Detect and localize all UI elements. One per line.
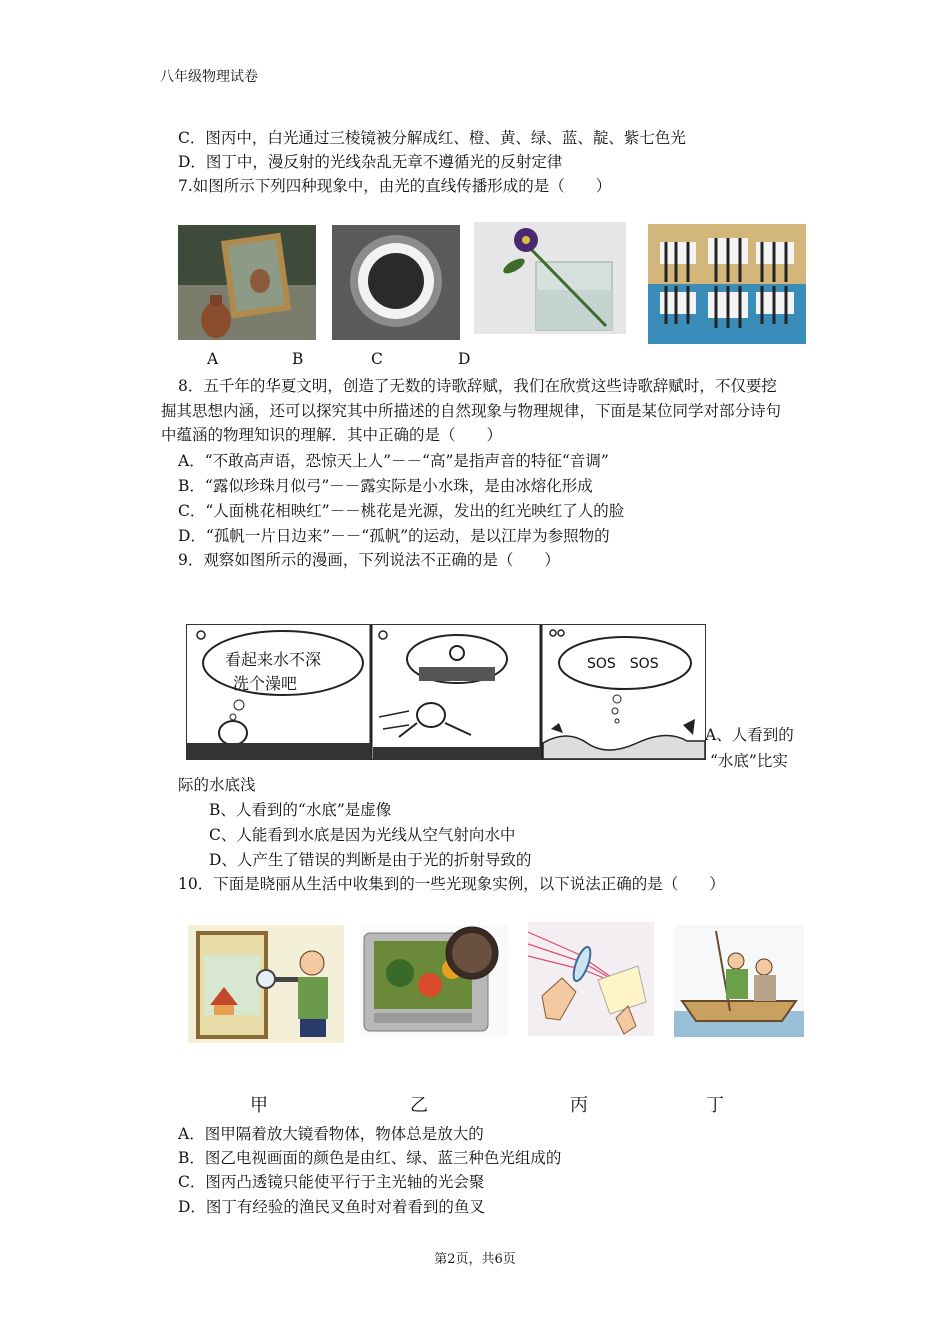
q9-stem: 9．观察如图所示的漫画，下列说法不正确的是（ ）	[178, 551, 560, 569]
q7-label-d: D	[458, 350, 471, 368]
q9-option-d: D、人产生了错误的判断是由于光的折射导致的	[209, 851, 532, 869]
q10-label-jia: 甲	[250, 1095, 268, 1116]
flower-in-water-photo	[474, 222, 626, 334]
q9-option-a-part1: A、人看到的	[705, 726, 794, 744]
q6-option-d: D．图丁中，漫反射的光线杂乱无章不遵循光的反射定律	[178, 153, 563, 171]
q8-stem-line3: 中蕴涵的物理知识的理解．其中正确的是（ ）	[161, 426, 503, 444]
q9-comic	[186, 624, 706, 760]
comic-bubble-text-2: 洗个澡吧	[233, 674, 298, 693]
q10-label-yi: 乙	[410, 1095, 428, 1116]
comic-bubble-sos: SOS SOS	[587, 656, 659, 672]
q8-stem-line1: 8．五千年的华夏文明，创造了无数的诗歌辞赋，我们在欣赏这些诗歌辞赋时，不仅要挖	[178, 377, 777, 395]
q7-label-c: C	[371, 350, 383, 368]
q8-option-a: A．“不敢高声语，恐惊天上人”－－“高”是指声音的特征“音调”	[178, 452, 609, 470]
fishing-boat-illustration	[674, 925, 804, 1037]
q10-label-ding: 丁	[706, 1095, 724, 1116]
q10-label-bing: 丙	[570, 1095, 588, 1116]
q8-option-c: C．“人面桃花相映红”－－桃花是光源，发出的红光映红了人的脸	[178, 502, 625, 520]
page-header: 八年级物理试卷	[160, 69, 258, 85]
mirror-vase-photo	[178, 225, 316, 340]
q7-label-b: B	[292, 350, 304, 368]
page-footer: 第2页，共6页	[434, 1252, 516, 1267]
magnifier-window-illustration	[188, 925, 344, 1043]
q7-stem: 7.如图所示下列四种现象中，由光的直线传播形成的是（ ）	[178, 177, 612, 195]
q9-option-b: B、人看到的“水底”是虚像	[209, 801, 392, 819]
q9-option-a-part2: “水底”比实	[710, 752, 788, 770]
q6-option-c: C．图丙中，白光通过三棱镜被分解成红、橙、黄、绿、蓝、靛、紫七色光	[178, 129, 686, 147]
q10-option-c: C．图丙凸透镜只能使平行于主光轴的光会聚	[178, 1173, 485, 1191]
q10-option-d: D．图丁有经验的渔民叉鱼时对着看到的鱼叉	[178, 1198, 485, 1216]
tv-screen-illustration	[360, 925, 508, 1037]
q10-option-b: B．图乙电视画面的颜色是由红、绿、蓝三种色光组成的	[178, 1149, 562, 1167]
q10-stem: 10．下面是晓丽从生活中收集到的一些光现象实例，以下说法正确的是（ ）	[178, 875, 725, 893]
q10-option-a: A．图甲隔着放大镜看物体，物体总是放大的	[178, 1125, 484, 1143]
solar-eclipse-photo	[332, 225, 460, 340]
q8-option-b: B．“露似珍珠月似弓”－－露实际是小水珠，是由冰熔化形成	[178, 477, 593, 495]
q9-option-a-part3: 际的水底浅	[178, 776, 256, 794]
comic-bubble-text-1: 看起来水不深	[225, 650, 322, 669]
convex-lens-illustration	[528, 922, 654, 1036]
q8-stem-line2: 掘其思想内涵，还可以探究其中所描述的自然现象与物理规律，下面是某位同学对部分诗句	[161, 402, 782, 420]
q9-option-c: C、人能看到水底是因为光线从空气射向水中	[209, 826, 516, 844]
zebra-reflection-photo	[648, 224, 806, 344]
q8-option-d: D．“孤帆一片日边来”－－“孤帆”的运动，是以江岸为参照物的	[178, 527, 610, 545]
q7-label-a: A	[207, 350, 219, 368]
